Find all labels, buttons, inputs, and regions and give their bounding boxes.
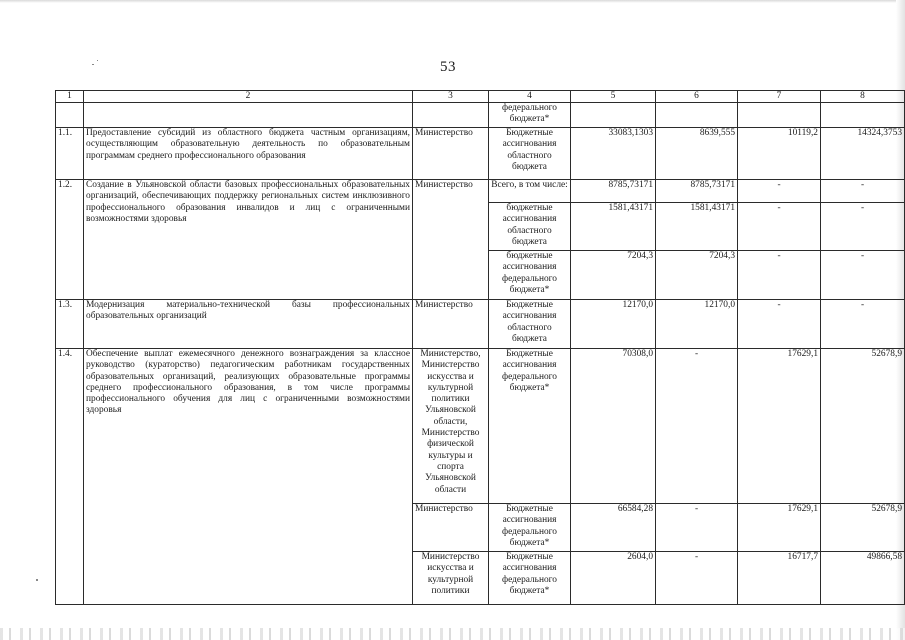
executor: Министерство искусства и культурной политики bbox=[413, 552, 489, 605]
amount-year-1: 7204,3 bbox=[656, 251, 738, 300]
amount-year-1: 8785,73171 bbox=[656, 180, 738, 203]
table-row-1-4 bbox=[56, 349, 905, 504]
amount-year-2: 17629,1 bbox=[738, 349, 821, 504]
amount-year-3: 52678,9 bbox=[821, 349, 905, 504]
amount-year-2: 16717,7 bbox=[738, 552, 821, 605]
col-header-6: 6 bbox=[656, 91, 738, 103]
amount-year-2: 17629,1 bbox=[738, 504, 821, 552]
amount-year-3: - bbox=[821, 203, 905, 251]
scan-speck bbox=[36, 579, 38, 581]
amount-total: 12170,0 bbox=[571, 300, 656, 349]
amount-year-1: - bbox=[656, 552, 738, 605]
executor: Министерство bbox=[413, 128, 489, 180]
amount-year-1: - bbox=[656, 349, 738, 504]
cell-empty bbox=[738, 103, 821, 128]
amount-total: 33083,1303 bbox=[571, 128, 656, 180]
executor: Министерство bbox=[413, 504, 489, 552]
col-header-3: 3 bbox=[413, 91, 489, 103]
measure-name: Предоставление субсидий из областного бюджета частным организациям, осуществляющим образовательную деятельность по образовательным программам среднего профессионального образования bbox=[84, 128, 413, 180]
scan-edge-bottom bbox=[0, 628, 905, 640]
amount-year-3: - bbox=[821, 251, 905, 300]
header-row bbox=[56, 91, 905, 103]
amount-year-3: 52678,9 bbox=[821, 504, 905, 552]
amount-total: 1581,43171 bbox=[571, 203, 656, 251]
amount-total: 70308,0 bbox=[571, 349, 656, 504]
table-row-continuation bbox=[56, 103, 905, 128]
amount-year-3: - bbox=[821, 300, 905, 349]
row-number: 1.3. bbox=[56, 300, 84, 349]
amount-total: 7204,3 bbox=[571, 251, 656, 300]
amount-year-1: 12170,0 bbox=[656, 300, 738, 349]
amount-year-1: 8639,555 bbox=[656, 128, 738, 180]
amount-year-3: 14324,3753 bbox=[821, 128, 905, 180]
cell-empty bbox=[84, 103, 413, 128]
funding-source: бюджетные ассигнования областного бюджета bbox=[489, 203, 571, 251]
table-row-1-1 bbox=[56, 128, 905, 180]
row-number: 1.4. bbox=[56, 349, 84, 605]
executor: Министерство, Министерство искусства и культурной политики Ульяновской области, Министерство физической культуры и спорта Ульяновской области bbox=[413, 349, 489, 504]
amount-year-3: - bbox=[821, 180, 905, 203]
col-header-7: 7 bbox=[738, 91, 821, 103]
cell-empty bbox=[571, 103, 656, 128]
amount-year-2: - bbox=[738, 203, 821, 251]
funding-source: Бюджетные ассигнования федерального бюджета* bbox=[489, 504, 571, 552]
scan-speck bbox=[97, 60, 98, 61]
amount-total: 2604,0 bbox=[571, 552, 656, 605]
measure-name: Создание в Ульяновской области базовых профессиональных образовательных организаций, обеспечивающих поддержку региональных систем инклюзивного профессионального образования инвалидов и лиц с ограниченными возможностями здоровья bbox=[84, 180, 413, 300]
col-header-1: 1 bbox=[56, 91, 84, 103]
amount-year-2: 10119,2 bbox=[738, 128, 821, 180]
executor: Министерство bbox=[413, 180, 489, 300]
amount-year-1: - bbox=[656, 504, 738, 552]
scan-edge-top bbox=[0, 0, 905, 3]
amount-year-2: - bbox=[738, 300, 821, 349]
funding-source: Бюджетные ассигнования федерального бюджета* bbox=[489, 552, 571, 605]
table-row-1-3 bbox=[56, 300, 905, 349]
funding-source: Всего, в том числе: bbox=[489, 180, 571, 203]
budget-table bbox=[55, 90, 905, 605]
funding-source: Бюджетные ассигнования областного бюджета bbox=[489, 300, 571, 349]
measure-name: Обеспечение выплат ежемесячного денежного вознаграждения за классное руководство (кураторство) педагогическим работникам государственных образовательных организаций, реализующих образовательные программы среднего профессионального образования, в том числе программы профессионального обучения для лиц с ограниченными возможностями здоровья bbox=[84, 349, 413, 605]
page-number: 53 bbox=[440, 59, 456, 75]
amount-year-2: - bbox=[738, 251, 821, 300]
cell-empty bbox=[56, 103, 84, 128]
amount-total: 66584,28 bbox=[571, 504, 656, 552]
amount-year-3: 49866,58 bbox=[821, 552, 905, 605]
cell-empty bbox=[413, 103, 489, 128]
scan-speck bbox=[92, 64, 94, 65]
row-number: 1.2. bbox=[56, 180, 84, 300]
row-number: 1.1. bbox=[56, 128, 84, 180]
funding-source: Бюджетные ассигнования областного бюджета bbox=[489, 128, 571, 180]
cell-empty bbox=[656, 103, 738, 128]
col-header-4: 4 bbox=[489, 91, 571, 103]
measure-name: Модернизация материально-технической базы профессиональных образовательных организаций bbox=[84, 300, 413, 349]
col-header-2: 2 bbox=[84, 91, 413, 103]
table-row-1-2 bbox=[56, 180, 905, 203]
col-header-8: 8 bbox=[821, 91, 905, 103]
amount-total: 8785,73171 bbox=[571, 180, 656, 203]
funding-source: бюджетные ассигнования федерального бюджета* bbox=[489, 251, 571, 300]
executor: Министерство bbox=[413, 300, 489, 349]
funding-source: федерального бюджета* bbox=[489, 103, 571, 128]
funding-source: Бюджетные ассигнования федерального бюджета* bbox=[489, 349, 571, 504]
amount-year-1: 1581,43171 bbox=[656, 203, 738, 251]
amount-year-2: - bbox=[738, 180, 821, 203]
col-header-5: 5 bbox=[571, 91, 656, 103]
cell-empty bbox=[821, 103, 905, 128]
